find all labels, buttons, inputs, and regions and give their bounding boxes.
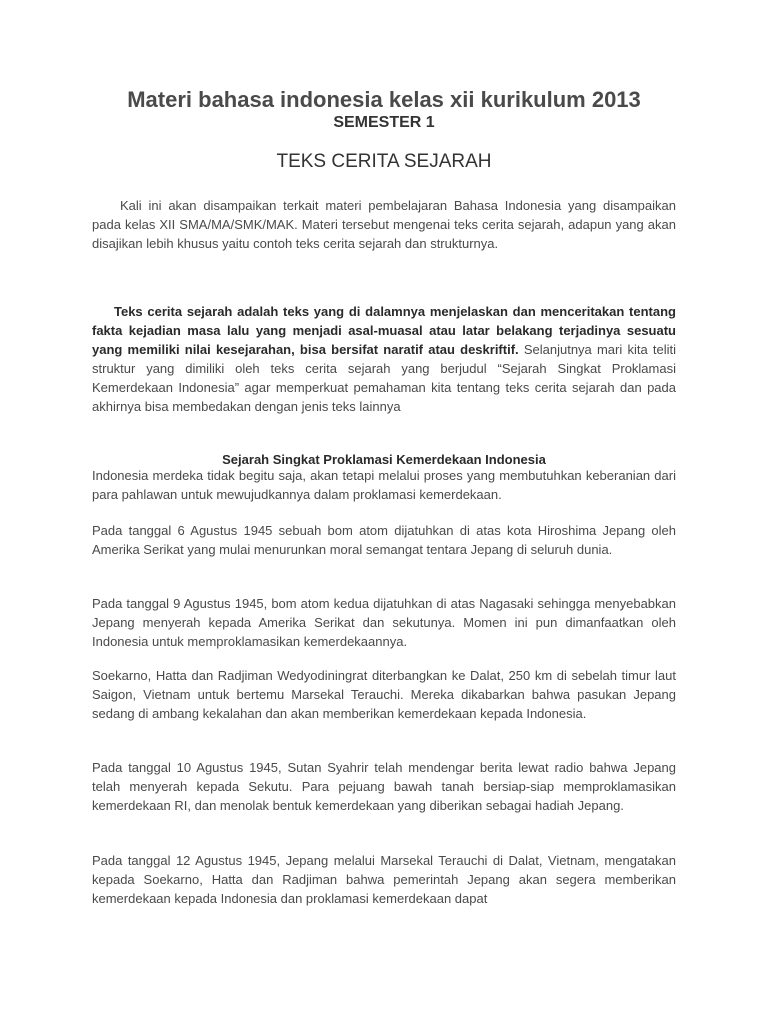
story-paragraph-4: Soekarno, Hatta dan Radjiman Wedyodiningrat diterbangkan ke Dalat, 250 km di sebelah timur laut Saigon, Vietnam untuk bertemu Marsekal Terauchi. Mereka dikabarkan bahwa pasukan Jepang sedang di ambang kekalahan dan akan memberikan kemerdekaan kepada Indonesia. <box>92 668 676 721</box>
definition-bold-text: Teks cerita sejarah adalah teks yang di dalamnya menjelaskan dan menceritakan tentang fakta kejadian masa lalu yang menjadi asal-muasal atau latar belakang terjadinya sesuatu yang memiliki nilai kesejarahan, bisa bersifat naratif atau deskriftif. <box>92 304 676 357</box>
story-paragraph-2: Pada tanggal 6 Agustus 1945 sebuah bom atom dijatuhkan di atas kota Hiroshima Jepang oleh Amerika Serikat yang mulai menurunkan moral semangat tentara Jepang di seluruh dunia. <box>92 523 676 557</box>
story-paragraph-1: Indonesia merdeka tidak begitu saja, akan tetapi melalui proses yang membutuhkan keberanian dari para pahlawan untuk mewujudkannya dalam proklamasi kemerdekaan. <box>92 468 676 502</box>
definition-rest-text: Selanjutnya mari kita teliti struktur yang dimiliki oleh teks cerita sejarah yang berjudul “Sejarah Singkat Proklamasi Kemerdekaan Indonesia” agar memperkuat pemahaman kita tentang teks cerita sejarah dan pada akhirnya bisa membedakan dengan jenis teks lainnya <box>92 342 676 414</box>
intro-paragraph: Kali ini akan disampaikan terkait materi pembelajaran Bahasa Indonesia yang disampaikan pada kelas XII SMA/MA/SMK/MAK. Materi tersebut mengenai teks cerita sejarah, adapun yang akan disajikan lebih khusus yaitu contoh teks cerita sejarah dan strukturnya. <box>92 198 676 251</box>
definition-paragraph <box>92 302 676 416</box>
story-paragraph-5: Pada tanggal 10 Agustus 1945, Sutan Syahrir telah mendengar berita lewat radio bahwa Jepang telah menyerah kepada Sekutu. Para pejuang bawah tanah bersiap-siap memproklamasikan kemerdekaan RI, dan menolak bentuk kemerdekaan yang diberikan sebagai hadiah Jepang. <box>92 760 676 813</box>
section-heading: TEKS CERITA SEJARAH <box>276 151 492 172</box>
document-subtitle: SEMESTER 1 <box>333 114 435 131</box>
document-title: Materi bahasa indonesia kelas xii kurikulum 2013 <box>127 87 641 112</box>
story-title: Sejarah Singkat Proklamasi Kemerdekaan Indonesia <box>222 452 546 467</box>
story-paragraph-3: Pada tanggal 9 Agustus 1945, bom atom kedua dijatuhkan di atas Nagasaki sehingga menyebabkan Jepang menyerah kepada Amerika Serikat dan sekutunya. Momen ini pun dimanfaatkan oleh Indonesia untuk memproklamasikan kemerdekaannya. <box>92 596 676 649</box>
story-paragraph-6: Pada tanggal 12 Agustus 1945, Jepang melalui Marsekal Terauchi di Dalat, Vietnam, mengatakan kepada Soekarno, Hatta dan Radjiman bahwa pemerintah Jepang akan segera memberikan kemerdekaan kepada Indonesia dan proklamasi kemerdekaan dapat <box>92 853 676 906</box>
